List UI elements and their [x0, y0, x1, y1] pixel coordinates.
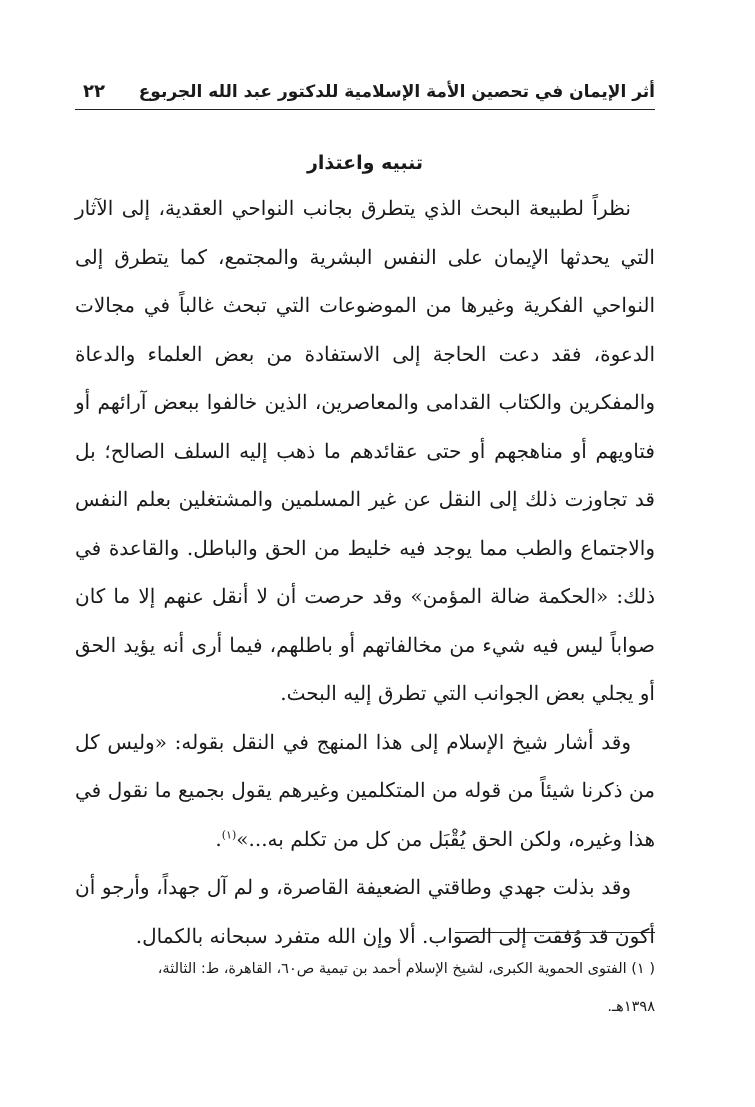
paragraph-2-text: وقد أشار شيخ الإسلام إلى هذا المنهج في النقل بقوله: «وليس كل من ذكرنا شيئاً من قوله من المتكلمين وغيرهم يقول بجميع ما نقول في هذا وغيره، ولكن الحق يُقْبَل من كل من تكلم به...» — [75, 729, 655, 851]
footnote-text: ( ١) الفتوى الحموية الكبرى، لشيخ الإسلام أحمد بن تيمية ص٦٠، القاهرة، ط: الثالثة، — [157, 961, 655, 977]
body-text — [75, 184, 655, 960]
paragraph-2 — [75, 718, 655, 864]
footnote-reference[interactable]: (١) — [221, 827, 237, 841]
paragraph-1: نظراً لطبيعة البحث الذي يتطرق بجانب النواحي العقدية، إلى الآثار التي يحدثها الإيمان على النفس البشرية والمجتمع، كما يتطرق إلى النواحي الفكرية وغيرها من الموضوعات التي تبحث غالباً في مجالات الدعوة، فقد دعت الحاجة إلى الاستفادة من بعض العلماء والدعاة والمفكرين والكتاب القدامى والمعاصرين، الذين خالفوا ببعض آرائهم أو فتاويهم أو مناهجهم أو حتى عقائدهم ما ذهب إليه السلف الصالح؛ بل قد تجاوزت ذلك إلى النقل عن غير المسلمين والمشتغلين بعلم النفس والاجتماع والطب مما يوجد فيه خليط من الحق والباطل. والقاعدة في ذلك: «الحكمة ضالة المؤمن» وقد حرصت أن لا أنقل عنهم إلا ما كان صواباً ليس فيه شيء من مخالفاتهم أو باطلهم، فيما أرى أنه يؤيد الحق أو يجلي بعض الجوانب التي تطرق إليه البحث. — [75, 196, 655, 705]
section-title: تنبيه واعتذار — [306, 152, 424, 174]
footnote-rule — [455, 932, 655, 933]
paragraph-3: وقد بذلت جهدي وطاقتي الضعيفة القاصرة، و لم آل جهداً، وأرجو أن أكون قد وُفقت إلى الصواب. ألا وإن الله متفرد سبحانه بالكمال. — [75, 875, 655, 948]
paragraph-2-end: . — [215, 826, 222, 851]
page-number: ٢٢ — [83, 81, 105, 102]
running-header — [75, 78, 655, 110]
header-rule — [75, 109, 655, 110]
footnote — [75, 950, 655, 1026]
footnote-year: ١٣٩٨هـ. — [607, 999, 655, 1015]
header-title: أثر الإيمان في تحصين الأمة الإسلامية للدكتور عبد الله الجربوع — [138, 82, 655, 102]
